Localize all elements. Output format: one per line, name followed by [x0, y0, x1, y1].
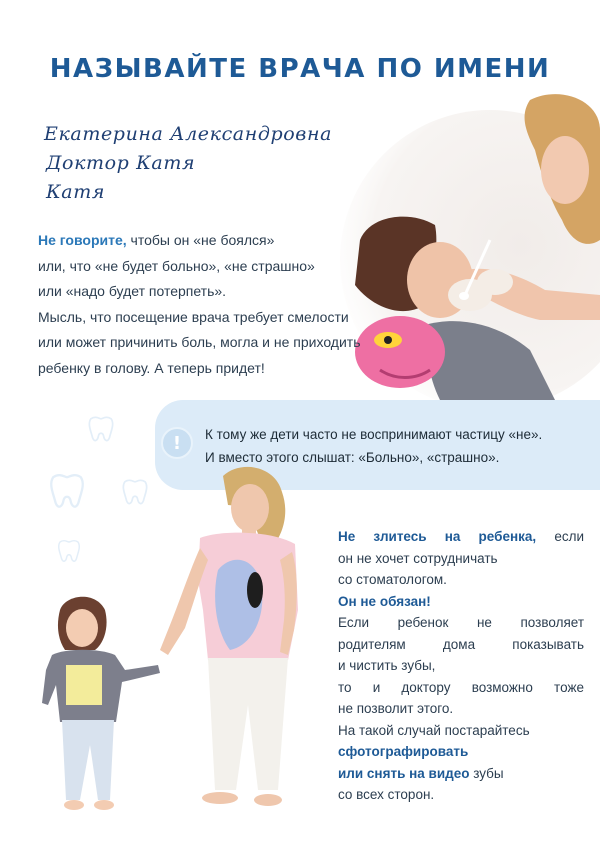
paragraph1-lead-rest: чтобы он «не боялся» — [126, 232, 275, 248]
doctor-names-list — [44, 120, 332, 207]
exclamation-icon: ! — [161, 427, 193, 459]
paragraph1-line: Мысль, что посещение врача требует смелости — [38, 308, 349, 325]
paragraph1-line: или может причинить боль, могла и не приходить — [38, 334, 361, 350]
paragraph2-line1-rest: если — [536, 529, 584, 544]
callout-line-2: И вместо этого слышат: «Больно», «страшно». — [205, 450, 500, 465]
name-full: Екатерина Александровна — [44, 123, 332, 145]
paragraph1-line: ребенку в голову. А теперь придет! — [38, 359, 265, 376]
paragraph1-lead-bold: Не говорите, — [38, 232, 127, 248]
paragraph2-line-bold: сфотографировать — [338, 744, 469, 759]
paragraph-dont-say — [38, 228, 398, 381]
paragraph2-line12-rest: зубы — [469, 765, 504, 781]
paragraph-dont-be-angry — [338, 526, 584, 806]
paragraph1-line: или, что «не будет больно», «не страшно» — [38, 257, 315, 274]
paragraph2-line: со всех сторон. — [338, 787, 435, 802]
name-doctor: Доктор Катя — [46, 152, 196, 174]
paragraph2-line: он не хочет сотрудничать — [338, 550, 498, 566]
tooth-icon — [84, 412, 118, 446]
mother-child-photo — [40, 460, 340, 830]
page-title: НАЗЫВАЙТЕ ВРАЧА ПО ИМЕНИ — [49, 54, 551, 84]
paragraph2-line: не позволит этого. — [338, 701, 454, 716]
paragraph2-line: На такой случай постарайтесь — [338, 722, 530, 738]
paragraph2-line: то и доктору возможно тоже — [338, 679, 584, 695]
paragraph2-line: и чистить зубы, — [338, 658, 436, 673]
paragraph2-line-bold: Он не обязан! — [338, 593, 431, 609]
paragraph1-line: или «надо будет потерпеть». — [38, 283, 227, 299]
paragraph2-line: родителям дома показывать — [338, 636, 584, 652]
name-short: Катя — [46, 181, 106, 203]
paragraph2-line: Если ребенок не позволяет — [338, 615, 584, 630]
paragraph2-line1-bold: Не злитесь на ребенка, — [338, 529, 537, 544]
callout-line-1: К тому же дети часто не воспринимают частицу «не». — [205, 427, 543, 442]
paragraph2-line: со стоматологом. — [338, 572, 447, 587]
paragraph2-line12-bold: или снять на видео — [338, 765, 470, 781]
